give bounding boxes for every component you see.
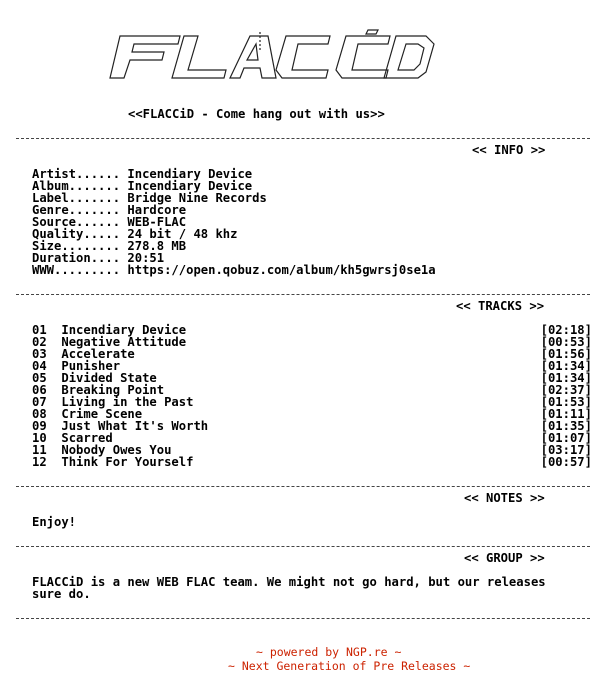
tracks-header: << TRACKS >> [456, 299, 545, 313]
track-row: 03 Accelerate [32, 347, 135, 361]
track-row: 04 Punisher [32, 359, 121, 373]
track-row: 02 Negative Attitude [32, 335, 187, 349]
track-duration: [01:56] [540, 347, 592, 361]
group-text-line2: sure do. [32, 587, 91, 601]
track-row: 09 Just What It's Worth [32, 419, 209, 433]
track-duration: [01:11] [540, 407, 592, 421]
track-duration: [02:37] [540, 383, 592, 397]
track-row: 12 Think For Yourself [32, 455, 194, 469]
track-duration: [01:34] [540, 371, 592, 385]
info-row: Duration.... 20:51 [32, 251, 165, 265]
divider [16, 486, 590, 487]
track-row: 06 Breaking Point [32, 383, 165, 397]
track-duration: [02:18] [540, 323, 592, 337]
footer-powered-by: ~ powered by NGP.re ~ [256, 645, 402, 659]
track-duration: [01:35] [540, 419, 592, 433]
footer-tagline: ~ Next Generation of Pre Releases ~ [228, 659, 471, 673]
group-text-line1: FLACCiD is a new WEB FLAC team. We might not go hard, but our releases [32, 575, 546, 589]
track-row: 01 Incendiary Device [32, 323, 187, 337]
track-duration: [00:57] [540, 455, 592, 469]
divider [16, 138, 590, 139]
info-row: Genre....... Hardcore [32, 203, 187, 217]
track-row: 08 Crime Scene [32, 407, 143, 421]
track-row: 05 Divided State [32, 371, 157, 385]
divider [16, 546, 590, 547]
track-row: 10 Scarred [32, 431, 113, 445]
tagline: <<FLACCiD - Come hang out with us>> [128, 107, 385, 121]
divider [16, 618, 590, 619]
info-row: Album....... Incendiary Device [32, 179, 253, 193]
notes-text: Enjoy! [32, 515, 77, 529]
info-row: Artist...... Incendiary Device [32, 167, 253, 181]
track-duration: [03:17] [540, 443, 592, 457]
info-header: << INFO >> [472, 143, 546, 157]
divider [16, 294, 590, 295]
info-row: WWW......... https://open.qobuz.com/album/kh5gwrsj0se1a [32, 263, 436, 277]
info-row: Label....... Bridge Nine Records [32, 191, 267, 205]
info-row: Quality..... 24 bit / 48 khz [32, 227, 238, 241]
info-row: Source...... WEB-FLAC [32, 215, 187, 229]
track-row: 07 Living in the Past [32, 395, 194, 409]
track-duration: [01:34] [540, 359, 592, 373]
info-row: Size........ 278.8 MB [32, 239, 187, 253]
track-duration: [01:07] [540, 431, 592, 445]
notes-header: << NOTES >> [464, 491, 545, 505]
track-row: 11 Nobody Owes You [32, 443, 172, 457]
group-header: << GROUP >> [464, 551, 545, 565]
track-duration: [00:53] [540, 335, 592, 349]
flaccid-logo [100, 28, 440, 86]
track-duration: [01:53] [540, 395, 592, 409]
